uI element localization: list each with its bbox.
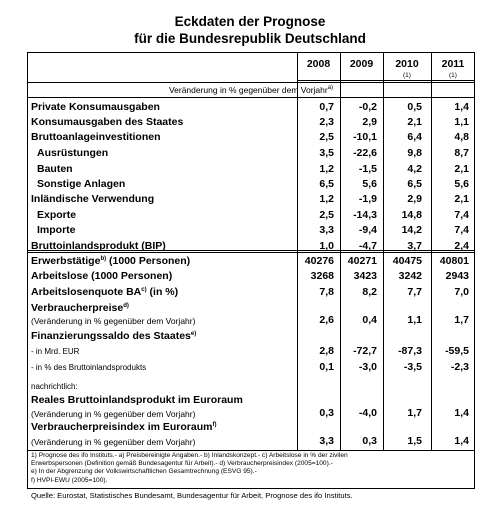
table-cell: 1,5: [407, 435, 422, 447]
table-cell: 14,8: [401, 209, 422, 221]
year-header: 2010: [395, 58, 419, 70]
row-label: Konsumausgaben des Staates: [31, 116, 184, 128]
row-label: Importe: [37, 224, 76, 236]
year-footnote: (1): [449, 72, 457, 79]
table-cell: -4,7: [358, 240, 377, 252]
table-cell: 3,5: [319, 147, 334, 159]
footnote-rule: [27, 450, 475, 451]
table-cell: 2,3: [319, 116, 334, 128]
table-cell: 1,1: [454, 116, 469, 128]
table-cell: 1,4: [454, 435, 469, 447]
table-cell: 2,5: [319, 209, 334, 221]
table-cell: 1,4: [454, 101, 469, 113]
table-cell: -9,4: [358, 224, 377, 236]
table-cell: 4,2: [407, 163, 422, 175]
table-cell: 2,5: [319, 131, 334, 143]
table-cell: 8,7: [454, 147, 469, 159]
table-cell: -0,2: [358, 101, 377, 113]
table-cell: 1,0: [319, 240, 334, 252]
nachrichtlich-label: nachrichtlich:: [31, 382, 78, 391]
table-cell: 2,9: [362, 116, 377, 128]
table-cell: 3,7: [407, 240, 422, 252]
table-subtitle: Veränderung in % gegenüber dem Vorjahr$^{a)}$: [168, 85, 334, 95]
table-cell: 2,1: [454, 193, 469, 205]
table-cell: 3,3: [319, 435, 334, 447]
table-cell: -10,1: [353, 131, 377, 143]
table-cell: -22,6: [353, 147, 377, 159]
row-label: Private Konsumausgaben: [31, 101, 160, 113]
table-cell: 6,5: [319, 178, 334, 190]
table-cell: 3,3: [319, 224, 334, 236]
row-label: Ausrüstungen: [37, 147, 109, 159]
year-footnote: (1): [403, 72, 411, 79]
table-cell: 9,8: [407, 147, 422, 159]
table-cell: 4,8: [454, 131, 469, 143]
table-cell: 0,3: [362, 435, 377, 447]
table-cell: 5,6: [454, 178, 469, 190]
table-cell: 0,7: [319, 101, 334, 113]
year-header: 2011: [441, 58, 465, 70]
row-label: Bruttoinlandsprodukt (BIP): [31, 240, 166, 252]
row-label: Bruttoanlageinvestitionen: [31, 131, 161, 143]
table-cell: -14,3: [353, 209, 377, 221]
section-rule: [27, 252, 475, 253]
table-cell: 5,6: [362, 178, 377, 190]
table-cell: -1,9: [358, 193, 377, 205]
title-line-2: für die Bundesrepublik Deutschland: [134, 31, 366, 46]
year-header: 2008: [306, 58, 331, 70]
table-cell: 6,4: [407, 131, 422, 143]
row-label: Sonstige Anlagen: [37, 178, 126, 190]
subtitle-rule: [27, 97, 475, 98]
header-rule: [297, 80, 475, 81]
title-line-1: Eckdaten der Prognose: [174, 14, 326, 29]
year-header: 2009: [349, 58, 374, 70]
table-cell: 14,2: [401, 224, 422, 236]
table-cell: 7,4: [454, 224, 469, 236]
table-cell: -1,5: [358, 163, 377, 175]
table-cell: 2,1: [454, 163, 469, 175]
source-line: Quelle: Eurostat, Statistisches Bundesamt, Bundesagentur für Arbeit, Prognose des ifo Instituts.: [31, 491, 353, 500]
table-cell: 7,4: [454, 209, 469, 221]
row-label: Exporte: [37, 209, 77, 221]
table-cell: 1,2: [319, 163, 334, 175]
header-rule: [27, 82, 475, 83]
euro-vpi-note-line: (Veränderung in % gegenüber dem Vorjahr): [31, 437, 196, 447]
row-label: Bauten: [37, 163, 73, 175]
table-cell: 1,2: [319, 193, 334, 205]
footnotes: 1) Prognose des ifo Instituts.- a) Preisbereinigte Angaben.- b) Inlandskonzept.- c) Arbeitslose in % der zivilen Erwerbspersonen (Definition gemäß Bundesagentur für Arbeit).- d) Verbraucherpreisindex (2005=100).- e) In der Abgrenzung der Volkswirtschaftlichen Gesamtrechnung (ESVG 95).- f) HVPI-EWU (2005=100).: [31, 452, 348, 484]
table-cell: 6,5: [407, 178, 422, 190]
row-label: Inländische Verwendung: [31, 193, 155, 205]
table-cell: 2,1: [407, 116, 422, 128]
table-cell: 2,4: [454, 240, 469, 252]
table-cell: 0,5: [407, 101, 422, 113]
table-cell: 2,9: [407, 193, 422, 205]
